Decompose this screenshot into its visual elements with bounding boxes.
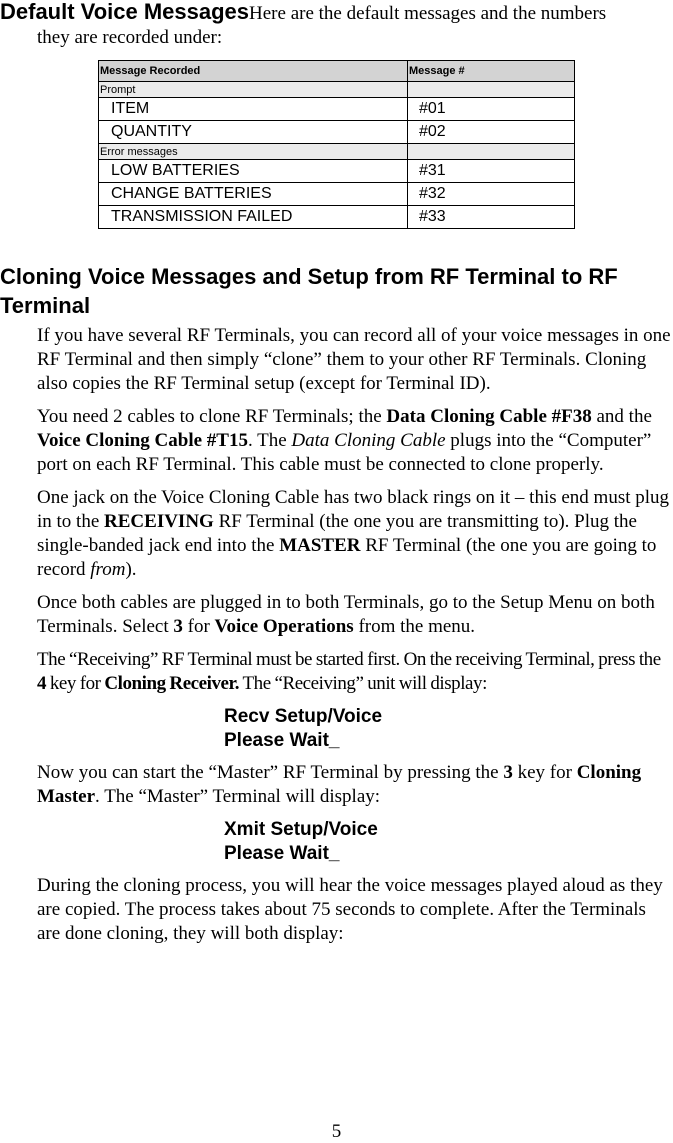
key-4: 4 [37,673,47,694]
table-group-row [99,82,575,98]
message-number: #32 [408,183,575,206]
paragraph-master [37,761,673,809]
text-run: . The “Master” Terminal will display: [95,786,381,807]
from-italic: from [90,559,126,580]
table-row [99,160,575,183]
paragraph-cables [37,405,673,477]
table-header-row [99,61,575,82]
text-run: . The [247,430,292,451]
display-line: Please Wait_ [224,843,340,864]
cloning-master-term: Cloning Master [37,762,642,807]
table-row [99,183,575,206]
display-line: Xmit Setup/Voice [224,819,378,840]
receiving-display [37,705,673,753]
header-message-number: Message # [408,61,575,82]
text-run: plugs into the “Computer” port on each RF Terminal. This cable must be connected to clone properly. [37,430,652,475]
group-label-prompt: Prompt [99,82,408,98]
message-number: #31 [408,160,575,183]
intro-text-line1: Here are the default messages and the numbers [249,3,607,24]
data-cloning-cable-italic: Data Cloning Cable [291,430,446,451]
message-name: ITEM [99,98,408,121]
table-group-row [99,144,575,160]
message-name: LOW BATTERIES [99,160,408,183]
cloning-section-heading: Cloning Voice Messages and Setup from RF Terminal to RF Terminal [0,264,618,318]
voice-messages-table [98,60,575,229]
message-name: QUANTITY [99,121,408,144]
paragraph-intro: If you have several RF Terminals, you can record all of your voice messages in one RF Terminal and then simply “clone” them to your other RF Terminals. Cloning also copies the RF Terminal setup (except for Terminal ID). [37,325,671,394]
text-run: RF Terminal (the one you are transmitting to). Plug the single-banded jack end into the [37,511,637,556]
cloning-receiver-term: Cloning Receiver. [104,673,240,694]
text-run: You need 2 cables to clone RF Terminals; the [37,406,387,427]
table-row [99,121,575,144]
paragraph-cloning-process: During the cloning process, you will hear the voice messages played aloud as they are copied. The process takes about 75 seconds to complete. After the Terminals are done cloning, they will both display: [37,875,663,944]
message-name: TRANSMISSION FAILED [99,206,408,229]
paragraph-receiving [37,648,673,696]
text-run: for [182,616,215,637]
voice-operations-term: Voice Operations [214,616,354,637]
text-run: key for [512,762,577,783]
message-name: CHANGE BATTERIES [99,183,408,206]
text-run: Now you can start the “Master” RF Terminal by pressing the [37,762,504,783]
text-run: The “Receiving” RF Terminal must be started first. On the receiving Terminal, press the [37,649,661,670]
text-run: RF Terminal (the one you are going to record [37,535,657,580]
key-3: 3 [173,616,183,637]
table-row [99,98,575,121]
text-run: One jack on the Voice Cloning Cable has two black rings on it – this end must plug in to the [37,487,670,532]
table-row [99,206,575,229]
master-term: MASTER [279,535,361,556]
message-number: #01 [408,98,575,121]
intro-block [0,0,668,50]
receiving-term: RECEIVING [104,511,214,532]
text-run: from the menu. [353,616,476,637]
voice-cloning-cable-term: Voice Cloning Cable #T15 [37,430,248,451]
master-display [37,818,673,866]
header-message-recorded: Message Recorded [99,61,408,82]
cloning-section-body [37,324,673,955]
text-run: and the [591,406,652,427]
text-run: Once both cables are plugged in to both Terminals, go to the Setup Menu on both Terminals. Select [37,592,655,637]
paragraph-jacks [37,486,673,582]
intro-text-line2: they are recorded under: [37,27,223,48]
group-label-error-messages: Error messages [99,144,408,160]
default-voice-messages-heading: Default Voice Messages [0,0,250,24]
page-number: 5 [331,1121,342,1142]
text-run: The “Receiving” unit will display: [239,673,487,694]
paragraph-setup-menu [37,591,673,639]
data-cloning-cable-term: Data Cloning Cable #F38 [386,406,592,427]
text-run: ). [125,559,137,580]
key-3: 3 [503,762,513,783]
display-line: Recv Setup/Voice [224,706,383,727]
display-line: Please Wait_ [224,730,340,751]
text-run: key for [46,673,105,694]
message-number: #02 [408,121,575,144]
message-number: #33 [408,206,575,229]
